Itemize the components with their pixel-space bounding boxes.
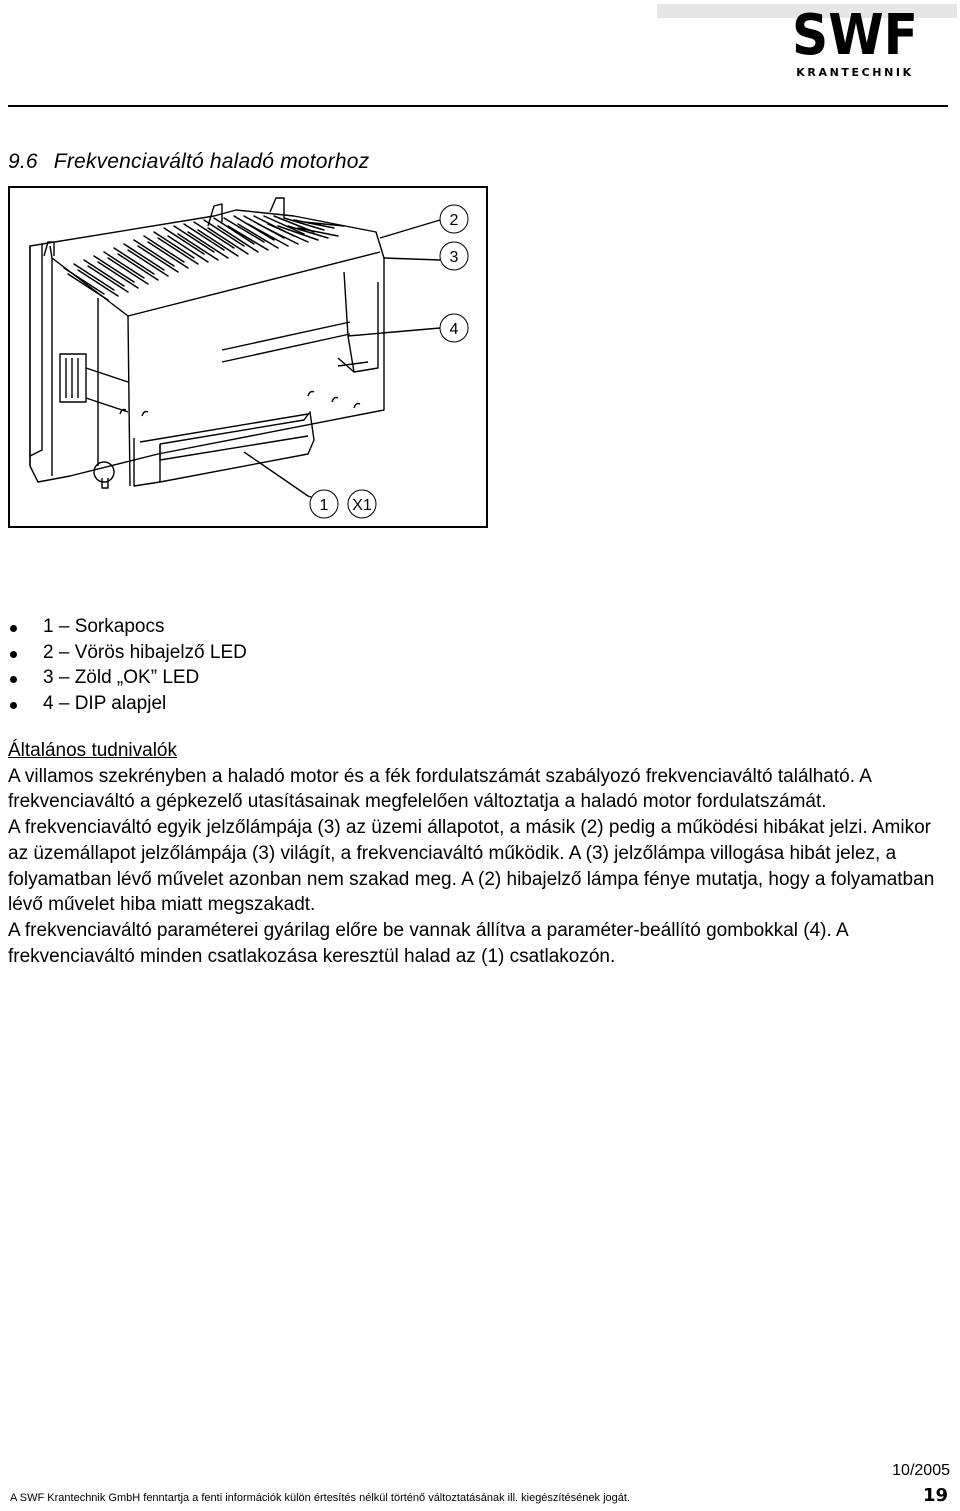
paragraph: A frekvenciaváltó paraméterei gyárilag előre be vannak állítva a paraméter-beállító gombokkal (4). A frekvenciaváltó minden csatlakozása keresztül halad az (1) csatlakozón. — [8, 919, 848, 967]
inverter-illustration — [8, 186, 488, 528]
swf-logo — [790, 6, 920, 80]
callout-2: 2 — [449, 212, 459, 229]
section-number: 9.6 — [8, 150, 38, 173]
legend-item: 4 – DIP alapjel — [8, 691, 247, 717]
paragraph: A frekvenciaváltó egyik jelzőlámpája (3) az üzemi állapotot, a másik (2) pedig a működési hibákat jelzi. Amikor az üzemállapot jelzőlámpája (3) világít, a frekvenciaváltó működik. A (3) jelzőlámpa villogása hibát jelez, a folyamatban lévő művelet azonban nem szakad meg. A (2) hibajelző lámpa fénye mutatja, hogy a folyamatban lévő művelet hiba miatt megszakadt. — [8, 817, 935, 916]
general-heading: Általános tudnivalók — [8, 740, 177, 761]
section-title: Frekvenciaváltó haladó motorhoz — [53, 150, 370, 173]
legend-item: 3 – Zöld „OK” LED — [8, 665, 247, 691]
legend-list — [8, 614, 247, 716]
footer-disclaimer: A SWF Krantechnik GmbH fenntartja a fenti információk külön értesítés nélkül történő változtatásának ill. kiegészítésének jogát. — [10, 1492, 630, 1504]
section-heading — [8, 150, 369, 174]
callout-4: 4 — [449, 321, 459, 338]
page-number: 19 — [922, 1485, 948, 1506]
document-date: 10/2005 — [892, 1462, 950, 1479]
callout-x1: X1 — [352, 497, 372, 514]
legend-item: 1 – Sorkapocs — [8, 614, 247, 640]
header-rule — [8, 105, 948, 107]
logo-subtitle: KRANTECHNIK — [796, 66, 914, 79]
swf-logo-mark — [790, 6, 920, 60]
callout-3: 3 — [449, 249, 459, 266]
legend-item: 2 – Vörös hibajelző LED — [8, 640, 247, 666]
svg-text:SWF: SWF — [792, 6, 918, 60]
inverter-figure — [8, 186, 488, 528]
paragraph: A villamos szekrényben a haladó motor és a fék fordulatszámát szabályozó frekvenciaváltó található. A frekvenciaváltó a gépkezelő utasításainak megfelelően változtatja a haladó motor fordulatszámát. — [8, 765, 871, 813]
general-info — [8, 738, 953, 969]
callout-1: 1 — [319, 497, 329, 514]
